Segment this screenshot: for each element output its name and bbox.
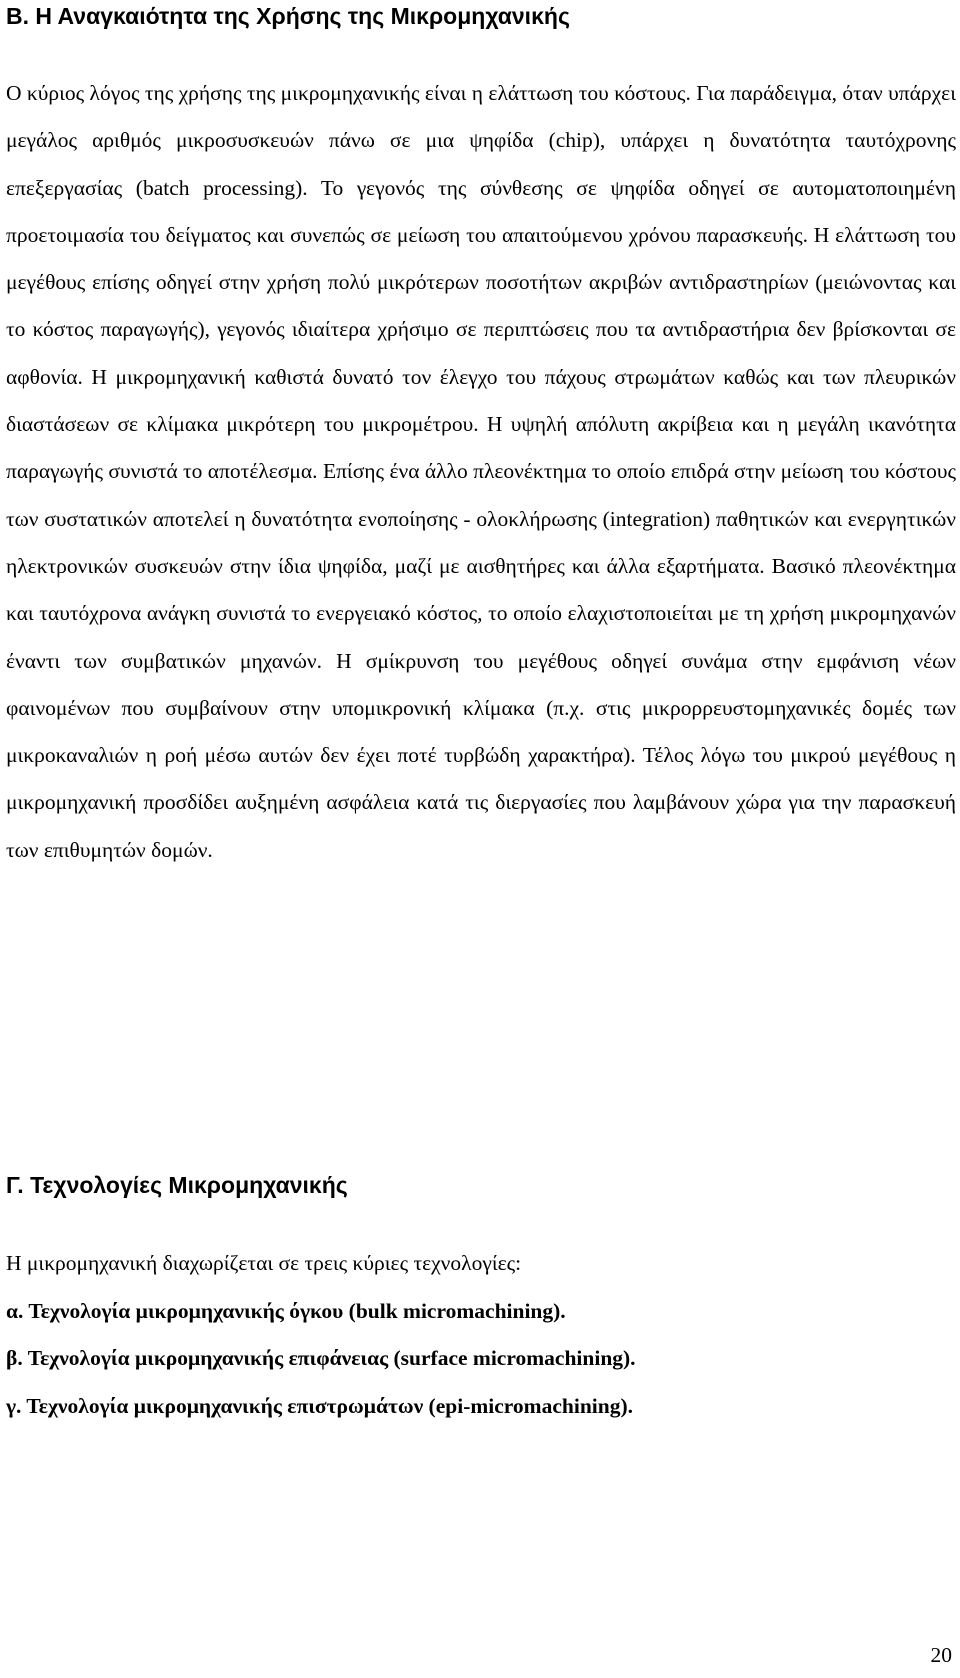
section-b-heading: Β. Η Αναγκαιότητα της Χρήσης της Μικρομηχανικής — [6, 3, 570, 29]
technology-item-epi: γ. Τεχνολογία μικρομηχανικής επιστρωμάτων (epi-micromachining). — [6, 1393, 633, 1418]
section-b-paragraph: Ο κύριος λόγος της χρήσης της μικρομηχανικής είναι η ελάττωση του κόστους. Για παράδειγμα, όταν υπάρχει μεγάλος αριθμός μικροσυσκευών πάνω σε μια ψηφίδα (chip), υπάρχει η δυνατότητα ταυτόχρονης επεξεργασίας (batch processing). Το γεγονός της σύνθεσης σε ψηφίδα οδηγεί σε αυτοματοποιημένη προετοιμασία του δείγματος και συνεπώς σε μείωση του απαιτούμενου χρόνου παρασκευής. Η ελάττωση του μεγέθους επίσης οδηγεί στην χρήση πολύ μικρότερων ποσοτήτων ακριβών αντιδραστηρίων (μειώνοντας και το κόστος παραγωγής), γεγονός ιδιαίτερα χρήσιμο σε περιπτώσεις που τα αντιδραστήρια δεν βρίσκονται σε αφθονία. Η μικρομηχανική καθιστά δυνατό τον έλεγχο του πάχους στρωμάτων καθώς και των πλευρικών διαστάσεων σε κλίμακα μικρότερη του μικρομέτρου. Η υψηλή απόλυτη ακρίβεια και η μεγάλη ικανότητα παραγωγής συνιστά το αποτέλεσμα. Επίσης ένα άλλο πλεονέκτημα το οποίο επιδρά στην μείωση του κόστους των συστατικών αποτελεί η δυνατότητα ενοποίησης - ολοκλήρωσης (integration) παθητικών και ενεργητικών ηλεκτρονικών συσκευών στην ίδια ψηφίδα, μαζί με αισθητήρες και άλλα εξαρτήματα. Βασικό πλεονέκτημα και ταυτόχρονα ανάγκη συνιστά το ενεργειακό κόστος, το οποίο ελαχιστοποιείται με τη χρήση μικρομηχανών έναντι των συμβατικών μηχανών. Η σμίκρυνση του μεγέθους οδηγεί συνάμα στην εμφάνιση νέων φαινομένων που συμβαίνουν στην υπομικρονική κλίμακα (π.χ. στις μικρορρευστομηχανικές δομές των μικροκαναλιών η ροή μέσω αυτών δεν έχει ποτέ τυρβώδη χαρακτήρα). Τέλος λόγω του μικρού μεγέθους η μικρομηχανική προσδίδει αυξημένη ασφάλεια κατά τις διεργασίες που λαμβάνουν χώρα για την παρασκευή των επιθυμητών δομών. — [6, 81, 956, 862]
technology-item-surface: β. Τεχνολογία μικρομηχανικής επιφάνειας (surface micromachining). — [6, 1346, 636, 1371]
technology-item-bulk: α. Τεχνολογία μικρομηχανικής όγκου (bulk micromachining). — [6, 1299, 566, 1323]
section-c-heading: Γ. Τεχνολογίες Μικρομηχανικής — [6, 1172, 348, 1198]
page-number: 20 — [930, 1643, 952, 1667]
document-page — [6, 0, 958, 1678]
section-c-intro: Η μικρομηχανική διαχωρίζεται σε τρεις κύριες τεχνολογίες: — [6, 1251, 522, 1275]
technology-list — [6, 1288, 956, 1430]
